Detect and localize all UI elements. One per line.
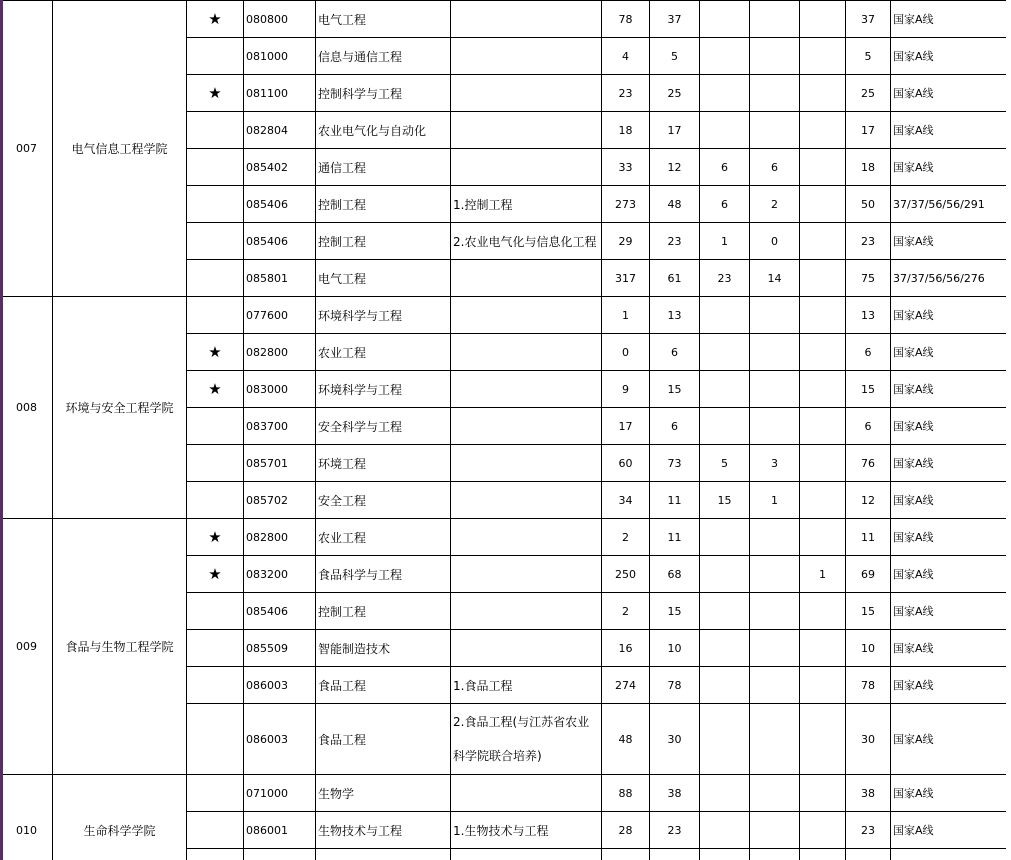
applicants-cell: 78 <box>602 1 650 38</box>
extra-count-c-cell <box>800 186 846 223</box>
score-line-cell: 国家A线 <box>891 556 1007 593</box>
extra-count-b-cell <box>750 519 800 556</box>
major-code-cell: 085406 <box>244 223 316 260</box>
extra-count-a-cell <box>700 593 750 630</box>
key-discipline-star-cell <box>187 297 244 334</box>
left-border-line <box>0 0 3 860</box>
plan-cell: 25 <box>650 75 700 112</box>
extra-count-c-cell <box>800 75 846 112</box>
major-code-cell <box>244 849 316 860</box>
major-name-cell: 食品工程 <box>316 667 451 704</box>
plan-cell: 48 <box>650 186 700 223</box>
score-line-cell: 国家A线 <box>891 667 1007 704</box>
key-discipline-star-cell <box>187 593 244 630</box>
extra-count-c-cell <box>800 371 846 408</box>
major-name-cell: 食品工程 <box>316 704 451 775</box>
key-discipline-star-cell <box>187 482 244 519</box>
applicants-cell: 88 <box>602 775 650 812</box>
research-direction-cell <box>451 519 602 556</box>
major-code-cell: 085406 <box>244 593 316 630</box>
plan-cell: 11 <box>650 482 700 519</box>
major-name-cell: 农业工程 <box>316 519 451 556</box>
extra-count-b-cell <box>750 849 800 860</box>
major-name-cell: 控制工程 <box>316 593 451 630</box>
total-cell: 23 <box>846 812 891 849</box>
major-code-cell: 086003 <box>244 667 316 704</box>
college-code-cell: 010 <box>1 775 53 860</box>
plan-cell: 37 <box>650 1 700 38</box>
key-discipline-star-cell <box>187 38 244 75</box>
total-cell: 30 <box>846 704 891 775</box>
college-name-cell: 电气信息工程学院 <box>53 1 187 297</box>
major-name-cell: 电气工程 <box>316 1 451 38</box>
research-direction-cell: 1.食品工程 <box>451 667 602 704</box>
extra-count-b-cell <box>750 75 800 112</box>
major-name-cell: 安全工程 <box>316 482 451 519</box>
extra-count-b-cell <box>750 667 800 704</box>
extra-count-a-cell <box>700 849 750 860</box>
plan-cell: 61 <box>650 260 700 297</box>
applicants-cell: 317 <box>602 260 650 297</box>
major-name-cell: 安全科学与工程 <box>316 408 451 445</box>
applicants-cell: 34 <box>602 482 650 519</box>
total-cell: 69 <box>846 556 891 593</box>
extra-count-a-cell: 1 <box>700 223 750 260</box>
extra-count-c-cell <box>800 260 846 297</box>
score-line-cell: 国家A线 <box>891 704 1007 775</box>
major-name-cell: 智能制造技术 <box>316 630 451 667</box>
research-direction-cell <box>451 112 602 149</box>
key-discipline-star-cell <box>187 775 244 812</box>
right-edge-strip <box>1006 0 1011 860</box>
extra-count-b-cell <box>750 593 800 630</box>
score-line-cell: 国家A线 <box>891 75 1007 112</box>
extra-count-b-cell: 0 <box>750 223 800 260</box>
extra-count-c-cell <box>800 38 846 75</box>
score-line-cell: 国家A线 <box>891 775 1007 812</box>
extra-count-a-cell: 6 <box>700 149 750 186</box>
major-code-cell: 081000 <box>244 38 316 75</box>
research-direction-cell: 1.控制工程 <box>451 186 602 223</box>
key-discipline-star-cell <box>187 149 244 186</box>
research-direction-cell <box>451 297 602 334</box>
extra-count-c-cell <box>800 445 846 482</box>
major-name-cell <box>316 849 451 860</box>
major-code-cell: 086003 <box>244 704 316 775</box>
research-direction-cell <box>451 849 602 860</box>
major-code-cell: 085406 <box>244 186 316 223</box>
research-direction-cell <box>451 630 602 667</box>
total-cell: 5 <box>846 38 891 75</box>
extra-count-c-cell: 1 <box>800 556 846 593</box>
plan-cell: 73 <box>650 445 700 482</box>
plan-cell: 6 <box>650 408 700 445</box>
major-name-cell: 电气工程 <box>316 260 451 297</box>
extra-count-b-cell <box>750 812 800 849</box>
key-discipline-star-cell: ★ <box>187 75 244 112</box>
major-name-cell: 农业工程 <box>316 334 451 371</box>
key-discipline-star-cell <box>187 445 244 482</box>
total-cell: 23 <box>846 223 891 260</box>
extra-count-b-cell <box>750 112 800 149</box>
table-row <box>1 775 1007 812</box>
plan-cell: 23 <box>650 223 700 260</box>
total-cell: 6 <box>846 334 891 371</box>
major-code-cell: 083000 <box>244 371 316 408</box>
research-direction-cell: 2.农业电气化与信息化工程 <box>451 223 602 260</box>
extra-count-a-cell <box>700 334 750 371</box>
extra-count-a-cell <box>700 408 750 445</box>
extra-count-c-cell <box>800 112 846 149</box>
extra-count-a-cell <box>700 38 750 75</box>
extra-count-c-cell <box>800 812 846 849</box>
extra-count-a-cell <box>700 812 750 849</box>
research-direction-cell <box>451 556 602 593</box>
applicants-cell: 29 <box>602 223 650 260</box>
major-code-cell: 077600 <box>244 297 316 334</box>
extra-count-a-cell: 15 <box>700 482 750 519</box>
total-cell: 75 <box>846 260 891 297</box>
extra-count-b-cell <box>750 630 800 667</box>
extra-count-b-cell <box>750 556 800 593</box>
score-line-cell: 国家A线 <box>891 408 1007 445</box>
plan-cell: 11 <box>650 519 700 556</box>
research-direction-cell <box>451 38 602 75</box>
research-direction-cell <box>451 775 602 812</box>
extra-count-c-cell <box>800 630 846 667</box>
major-code-cell: 086001 <box>244 812 316 849</box>
research-direction-cell <box>451 482 602 519</box>
college-name-cell: 环境与安全工程学院 <box>53 297 187 519</box>
applicants-cell: 273 <box>602 186 650 223</box>
score-line-cell: 国家A线 <box>891 371 1007 408</box>
extra-count-b-cell <box>750 334 800 371</box>
major-code-cell: 081100 <box>244 75 316 112</box>
plan-cell: 12 <box>650 149 700 186</box>
college-code-cell: 007 <box>1 1 53 297</box>
major-name-cell: 农业电气化与自动化 <box>316 112 451 149</box>
plan-cell: 5 <box>650 38 700 75</box>
extra-count-c-cell <box>800 1 846 38</box>
total-cell: 12 <box>846 482 891 519</box>
extra-count-a-cell <box>700 519 750 556</box>
extra-count-a-cell: 23 <box>700 260 750 297</box>
total-cell: 37 <box>846 1 891 38</box>
total-cell: 18 <box>846 149 891 186</box>
extra-count-a-cell <box>700 297 750 334</box>
key-discipline-star-cell: ★ <box>187 371 244 408</box>
plan-cell: 68 <box>650 556 700 593</box>
score-line-cell: 国家A线 <box>891 482 1007 519</box>
college-code-cell: 008 <box>1 297 53 519</box>
total-cell: 13 <box>846 297 891 334</box>
extra-count-c-cell <box>800 775 846 812</box>
applicants-cell: 4 <box>602 38 650 75</box>
extra-count-b-cell: 14 <box>750 260 800 297</box>
key-discipline-star-cell <box>187 223 244 260</box>
score-line-cell: 国家A线 <box>891 149 1007 186</box>
plan-cell: 17 <box>650 112 700 149</box>
extra-count-a-cell <box>700 75 750 112</box>
plan-cell: 15 <box>650 371 700 408</box>
college-name-cell: 食品与生物工程学院 <box>53 519 187 775</box>
score-line-cell: 国家A线 <box>891 334 1007 371</box>
extra-count-b-cell <box>750 371 800 408</box>
extra-count-b-cell <box>750 704 800 775</box>
major-code-cell: 083700 <box>244 408 316 445</box>
key-discipline-star-cell <box>187 704 244 775</box>
total-cell: 11 <box>846 519 891 556</box>
extra-count-a-cell <box>700 1 750 38</box>
extra-count-a-cell <box>700 556 750 593</box>
extra-count-c-cell <box>800 482 846 519</box>
plan-cell: 30 <box>650 704 700 775</box>
major-name-cell: 信息与通信工程 <box>316 38 451 75</box>
extra-count-a-cell <box>700 667 750 704</box>
major-code-cell: 083200 <box>244 556 316 593</box>
major-name-cell: 环境科学与工程 <box>316 297 451 334</box>
extra-count-b-cell: 3 <box>750 445 800 482</box>
research-direction-cell <box>451 334 602 371</box>
major-name-cell: 控制工程 <box>316 223 451 260</box>
major-code-cell: 085702 <box>244 482 316 519</box>
total-cell: 76 <box>846 445 891 482</box>
extra-count-a-cell: 6 <box>700 186 750 223</box>
applicants-cell: 0 <box>602 334 650 371</box>
extra-count-c-cell <box>800 334 846 371</box>
major-code-cell: 082800 <box>244 519 316 556</box>
extra-count-b-cell <box>750 408 800 445</box>
table-row <box>1 519 1007 556</box>
key-discipline-star-cell <box>187 260 244 297</box>
score-line-cell: 国家A线 <box>891 297 1007 334</box>
applicants-cell: 17 <box>602 408 650 445</box>
total-cell: 50 <box>846 186 891 223</box>
major-name-cell: 环境工程 <box>316 445 451 482</box>
major-code-cell: 082804 <box>244 112 316 149</box>
total-cell: 78 <box>846 667 891 704</box>
research-direction-cell <box>451 1 602 38</box>
major-name-cell: 生物技术与工程 <box>316 812 451 849</box>
key-discipline-star-cell: ★ <box>187 519 244 556</box>
extra-count-b-cell: 6 <box>750 149 800 186</box>
research-direction-cell <box>451 75 602 112</box>
plan-cell: 10 <box>650 630 700 667</box>
extra-count-a-cell <box>700 704 750 775</box>
extra-count-a-cell <box>700 630 750 667</box>
major-code-cell: 080800 <box>244 1 316 38</box>
major-name-cell: 食品科学与工程 <box>316 556 451 593</box>
major-code-cell: 071000 <box>244 775 316 812</box>
extra-count-c-cell <box>800 408 846 445</box>
total-cell: 38 <box>846 775 891 812</box>
total-cell: 15 <box>846 371 891 408</box>
score-line-cell: 37/37/56/56/276 <box>891 260 1007 297</box>
score-line-cell: 国家A线 <box>891 38 1007 75</box>
plan-cell: 38 <box>650 775 700 812</box>
applicants-cell: 18 <box>602 112 650 149</box>
key-discipline-star-cell <box>187 408 244 445</box>
extra-count-b-cell <box>750 1 800 38</box>
applicants-cell: 9 <box>602 371 650 408</box>
research-direction-cell <box>451 445 602 482</box>
major-code-cell: 085801 <box>244 260 316 297</box>
applicants-cell: 48 <box>602 704 650 775</box>
extra-count-a-cell <box>700 775 750 812</box>
applicants-cell: 274 <box>602 667 650 704</box>
extra-count-b-cell: 2 <box>750 186 800 223</box>
extra-count-b-cell <box>750 775 800 812</box>
research-direction-cell <box>451 371 602 408</box>
score-line-cell: 国家A线 <box>891 1 1007 38</box>
key-discipline-star-cell: ★ <box>187 556 244 593</box>
major-name-cell: 通信工程 <box>316 149 451 186</box>
extra-count-c-cell <box>800 667 846 704</box>
table-row <box>1 297 1007 334</box>
plan-cell: 15 <box>650 593 700 630</box>
table-row <box>1 1 1007 38</box>
key-discipline-star-cell <box>187 667 244 704</box>
research-direction-cell <box>451 408 602 445</box>
key-discipline-star-cell <box>187 630 244 667</box>
applicants-cell: 250 <box>602 556 650 593</box>
college-code-cell: 009 <box>1 519 53 775</box>
key-discipline-star-cell <box>187 112 244 149</box>
score-line-cell: 国家A线 <box>891 112 1007 149</box>
applicants-cell: 2 <box>602 593 650 630</box>
score-line-cell: 国家A线 <box>891 593 1007 630</box>
score-line-cell: 国家A线 <box>891 519 1007 556</box>
major-code-cell: 085701 <box>244 445 316 482</box>
plan-cell: 13 <box>650 297 700 334</box>
applicants-cell: 60 <box>602 445 650 482</box>
major-code-cell: 082800 <box>244 334 316 371</box>
major-name-cell: 控制科学与工程 <box>316 75 451 112</box>
major-name-cell: 环境科学与工程 <box>316 371 451 408</box>
score-line-cell <box>891 849 1007 860</box>
score-line-cell: 国家A线 <box>891 223 1007 260</box>
research-direction-cell <box>451 149 602 186</box>
extra-count-b-cell: 1 <box>750 482 800 519</box>
extra-count-c-cell <box>800 297 846 334</box>
key-discipline-star-cell <box>187 849 244 860</box>
key-discipline-star-cell <box>187 812 244 849</box>
plan-cell: 6 <box>650 334 700 371</box>
extra-count-c-cell <box>800 149 846 186</box>
extra-count-b-cell <box>750 297 800 334</box>
applicants-cell <box>602 849 650 860</box>
college-name-cell: 生命科学学院 <box>53 775 187 860</box>
key-discipline-star-cell: ★ <box>187 1 244 38</box>
total-cell: 25 <box>846 75 891 112</box>
total-cell <box>846 849 891 860</box>
major-name-cell: 控制工程 <box>316 186 451 223</box>
extra-count-c-cell <box>800 223 846 260</box>
major-name-cell: 生物学 <box>316 775 451 812</box>
plan-cell: 23 <box>650 812 700 849</box>
extra-count-a-cell <box>700 371 750 408</box>
plan-cell <box>650 849 700 860</box>
major-code-cell: 085402 <box>244 149 316 186</box>
research-direction-cell <box>451 260 602 297</box>
extra-count-c-cell <box>800 849 846 860</box>
extra-count-c-cell <box>800 519 846 556</box>
applicants-cell: 2 <box>602 519 650 556</box>
total-cell: 6 <box>846 408 891 445</box>
applicants-cell: 1 <box>602 297 650 334</box>
research-direction-cell: 1.生物技术与工程 <box>451 812 602 849</box>
research-direction-cell: 2.食品工程(与江苏省农业科学院联合培养) <box>451 704 602 775</box>
key-discipline-star-cell <box>187 186 244 223</box>
major-code-cell: 085509 <box>244 630 316 667</box>
total-cell: 15 <box>846 593 891 630</box>
applicants-cell: 33 <box>602 149 650 186</box>
applicants-cell: 28 <box>602 812 650 849</box>
extra-count-a-cell <box>700 112 750 149</box>
score-line-cell: 国家A线 <box>891 630 1007 667</box>
extra-count-a-cell: 5 <box>700 445 750 482</box>
extra-count-c-cell <box>800 593 846 630</box>
total-cell: 10 <box>846 630 891 667</box>
key-discipline-star-cell: ★ <box>187 334 244 371</box>
score-line-cell: 国家A线 <box>891 812 1007 849</box>
score-line-cell: 37/37/56/56/291 <box>891 186 1007 223</box>
extra-count-c-cell <box>800 704 846 775</box>
research-direction-cell <box>451 593 602 630</box>
total-cell: 17 <box>846 112 891 149</box>
score-line-cell: 国家A线 <box>891 445 1007 482</box>
extra-count-b-cell <box>750 38 800 75</box>
applicants-cell: 16 <box>602 630 650 667</box>
plan-cell: 78 <box>650 667 700 704</box>
applicants-cell: 23 <box>602 75 650 112</box>
